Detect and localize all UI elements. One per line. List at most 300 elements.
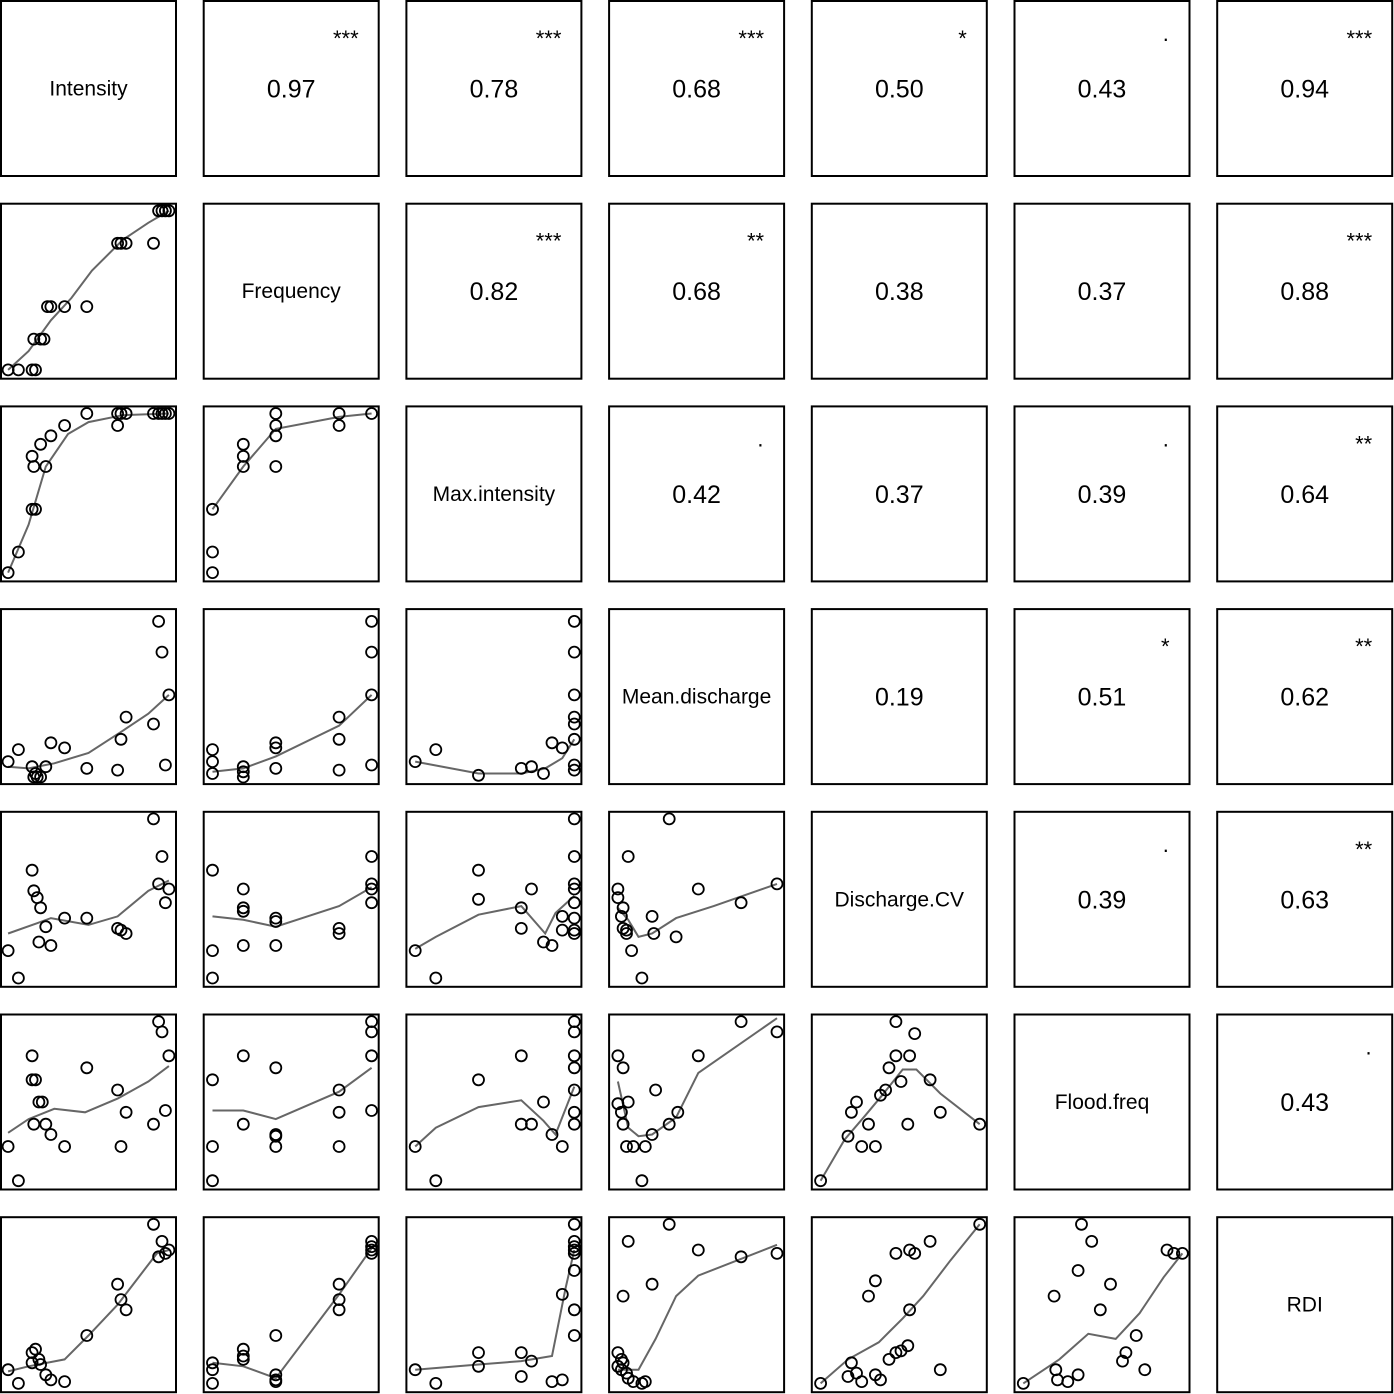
panel-frame-5-3 — [609, 1015, 784, 1190]
data-point — [623, 1236, 634, 1247]
data-point — [270, 430, 281, 441]
data-point — [238, 1050, 249, 1061]
smooth-line — [618, 1245, 777, 1370]
correlation-value: 0.68 — [672, 75, 721, 104]
data-point — [153, 616, 164, 627]
data-point — [28, 1119, 39, 1130]
data-point — [569, 719, 580, 730]
data-point — [157, 647, 168, 658]
significance-stars: · — [1162, 431, 1170, 457]
data-point — [40, 921, 51, 932]
data-point — [160, 1105, 171, 1116]
data-point — [270, 1062, 281, 1073]
data-point — [334, 765, 345, 776]
panel-frame-4-2 — [406, 812, 581, 987]
data-point — [896, 1076, 907, 1087]
data-point — [207, 1141, 218, 1152]
data-point — [693, 1050, 704, 1061]
scatter-panel-3-1 — [207, 616, 377, 783]
data-point — [59, 420, 70, 431]
panel-frame-5-4 — [812, 1015, 987, 1190]
panel-frame-6-1 — [204, 1217, 379, 1392]
significance-stars: *** — [535, 26, 562, 51]
data-point — [59, 1376, 70, 1387]
correlation-value: 0.97 — [266, 75, 316, 104]
data-point — [569, 1050, 580, 1061]
data-point — [148, 719, 159, 730]
variable-label: Mean.discharge — [621, 685, 772, 709]
data-point — [112, 420, 123, 431]
data-point — [35, 439, 46, 450]
significance-stars: *** — [1346, 228, 1373, 254]
data-point — [430, 1378, 441, 1389]
data-point — [569, 1062, 580, 1073]
scatter-panel-3-2 — [410, 616, 580, 781]
data-point — [153, 1016, 164, 1027]
data-point — [366, 647, 377, 658]
data-point — [846, 1357, 857, 1368]
panel-frame-6-2 — [406, 1217, 581, 1392]
panel-frame-2-1 — [204, 406, 379, 581]
data-point — [647, 1279, 658, 1290]
data-point — [40, 1119, 51, 1130]
significance-stars: · — [1364, 1039, 1373, 1065]
data-point — [736, 1016, 747, 1027]
data-point — [270, 461, 281, 472]
data-point — [59, 913, 70, 924]
data-point — [1073, 1265, 1084, 1276]
data-point — [148, 813, 159, 824]
data-point — [45, 940, 56, 951]
scatter-panel-2-0 — [3, 408, 175, 578]
data-point — [1162, 1245, 1173, 1256]
data-point — [1139, 1364, 1150, 1375]
variable-label: Flood.freq — [1054, 1091, 1150, 1114]
data-point — [121, 1107, 132, 1118]
data-point — [890, 1016, 901, 1027]
correlation-value: 0.50 — [874, 75, 924, 104]
data-point — [81, 1330, 92, 1341]
data-point — [207, 768, 218, 779]
data-point — [3, 1141, 14, 1152]
panel-frame-5-1 — [204, 1015, 379, 1190]
data-point — [121, 712, 132, 723]
scatter-panel-4-0 — [3, 813, 175, 983]
scatter-panel-5-4 — [815, 1016, 985, 1186]
data-point — [626, 945, 637, 956]
significance-stars: *** — [333, 26, 359, 51]
scatter-panel-5-3 — [612, 1016, 782, 1186]
data-point — [569, 1026, 580, 1037]
data-point — [207, 945, 218, 956]
panel-frame-5-2 — [406, 1015, 581, 1190]
smooth-line — [213, 1068, 372, 1119]
scatter-panel-1-0 — [3, 205, 175, 375]
significance-stars: · — [1162, 26, 1170, 51]
data-point — [270, 940, 281, 951]
data-point — [3, 945, 14, 956]
data-point — [935, 1364, 946, 1375]
scatter-panel-5-2 — [410, 1016, 580, 1186]
data-point — [856, 1141, 867, 1152]
significance-stars: ** — [1355, 634, 1373, 660]
correlation-value: 0.37 — [874, 480, 924, 509]
data-point — [270, 1141, 281, 1152]
data-point — [334, 420, 345, 431]
data-point — [33, 937, 44, 948]
smooth-line — [213, 1248, 372, 1378]
data-point — [473, 1074, 484, 1085]
data-point — [207, 547, 218, 558]
data-point — [473, 770, 484, 781]
data-point — [81, 301, 92, 312]
scatter-panel-4-2 — [410, 813, 580, 983]
data-point — [366, 897, 377, 908]
variable-label: Discharge.CV — [834, 888, 965, 912]
data-point — [870, 1275, 881, 1286]
data-point — [890, 1248, 901, 1259]
data-point — [207, 1175, 218, 1186]
data-point — [366, 1026, 377, 1037]
panel-frame-5-0 — [1, 1015, 176, 1190]
data-point — [207, 744, 218, 755]
data-point — [569, 1330, 580, 1341]
data-point — [904, 1050, 915, 1061]
data-point — [81, 763, 92, 774]
data-point — [569, 897, 580, 908]
data-point — [1052, 1374, 1063, 1385]
data-point — [334, 734, 345, 745]
data-point — [569, 616, 580, 627]
data-point — [569, 1219, 580, 1230]
data-point — [473, 894, 484, 905]
data-point — [59, 742, 70, 753]
data-point — [430, 1175, 441, 1186]
correlation-value: 0.51 — [1077, 683, 1127, 712]
data-point — [569, 913, 580, 924]
data-point — [270, 408, 281, 419]
data-point — [238, 884, 249, 895]
significance-stars: * — [958, 26, 967, 51]
data-point — [157, 851, 168, 862]
data-point — [112, 1085, 123, 1096]
data-point — [410, 945, 421, 956]
data-point — [473, 865, 484, 876]
significance-stars: *** — [535, 228, 562, 254]
significance-stars: *** — [738, 26, 765, 51]
scatter-panel-6-0 — [3, 1219, 175, 1389]
data-point — [207, 567, 218, 578]
data-point — [636, 973, 647, 984]
data-point — [13, 744, 24, 755]
data-point — [163, 1050, 174, 1061]
variable-label: Frequency — [241, 280, 341, 304]
data-point — [334, 1279, 345, 1290]
data-point — [772, 1026, 783, 1037]
data-point — [148, 238, 159, 249]
data-point — [270, 763, 281, 774]
data-point — [28, 885, 39, 896]
data-point — [909, 1028, 920, 1039]
data-point — [334, 712, 345, 723]
correlation-value: 0.37 — [1077, 278, 1127, 307]
data-point — [160, 760, 171, 771]
data-point — [846, 1107, 857, 1118]
data-point — [81, 408, 92, 419]
data-point — [516, 1371, 527, 1382]
data-point — [45, 430, 56, 441]
data-point — [693, 1245, 704, 1256]
correlation-value: 0.19 — [874, 683, 924, 712]
data-point — [863, 1119, 874, 1130]
data-point — [207, 1364, 218, 1375]
smooth-line — [1023, 1253, 1182, 1383]
correlation-value: 0.39 — [1077, 886, 1127, 915]
data-point — [569, 689, 580, 700]
smooth-line — [415, 1087, 574, 1147]
correlation-value: 0.38 — [874, 278, 924, 307]
data-point — [884, 1354, 895, 1365]
data-point — [81, 913, 92, 924]
data-point — [935, 1107, 946, 1118]
data-point — [45, 737, 56, 748]
smooth-line — [8, 414, 169, 573]
variable-label: RDI — [1286, 1293, 1323, 1317]
data-point — [334, 1141, 345, 1152]
data-point — [538, 1097, 549, 1108]
data-point — [27, 1050, 38, 1061]
data-point — [35, 902, 46, 913]
data-point — [1050, 1364, 1061, 1375]
data-point — [890, 1050, 901, 1061]
smooth-line — [8, 695, 169, 769]
data-point — [612, 1050, 623, 1061]
significance-stars: * — [1160, 634, 1170, 660]
correlation-value: 0.43 — [1077, 75, 1127, 104]
smooth-line — [618, 884, 777, 937]
data-point — [1062, 1376, 1073, 1387]
data-point — [238, 1119, 249, 1130]
data-point — [270, 1330, 281, 1341]
smooth-line — [415, 1250, 574, 1370]
data-point — [870, 1141, 881, 1152]
variable-label: Intensity — [49, 77, 128, 101]
smooth-line — [8, 881, 169, 934]
scatter-panel-2-1 — [207, 408, 377, 578]
significance-stars: ** — [1355, 836, 1373, 862]
data-point — [473, 1361, 484, 1372]
data-point — [618, 1291, 629, 1302]
data-point — [13, 973, 24, 984]
significance-stars: · — [756, 431, 765, 457]
smooth-line — [821, 1224, 980, 1383]
panel-frame-6-4 — [812, 1217, 987, 1392]
data-point — [1049, 1291, 1060, 1302]
data-point — [640, 1141, 651, 1152]
scatter-panel-5-0 — [3, 1016, 175, 1186]
scatter-panel-5-1 — [207, 1016, 377, 1186]
data-point — [851, 1097, 862, 1108]
data-point — [366, 851, 377, 862]
data-point — [664, 1219, 675, 1230]
data-point — [1076, 1219, 1087, 1230]
scatter-panel-4-3 — [612, 813, 782, 983]
scatter-panel-6-3 — [612, 1219, 782, 1389]
data-point — [547, 737, 558, 748]
data-point — [366, 1016, 377, 1027]
data-point — [13, 1175, 24, 1186]
scatter-panel-4-1 — [207, 851, 377, 984]
data-point — [557, 925, 568, 936]
scatter-panel-6-2 — [410, 1219, 580, 1389]
data-point — [1105, 1279, 1116, 1290]
data-point — [59, 1141, 70, 1152]
correlation-value: 0.62 — [1280, 683, 1330, 712]
data-point — [569, 1016, 580, 1027]
data-point — [569, 813, 580, 824]
data-point — [238, 439, 249, 450]
data-point — [516, 1050, 527, 1061]
data-point — [569, 647, 580, 658]
data-point — [647, 911, 658, 922]
panel-frame-3-0 — [1, 609, 176, 784]
data-point — [612, 1347, 623, 1358]
data-point — [366, 1105, 377, 1116]
significance-stars: ** — [746, 228, 765, 254]
data-point — [516, 763, 527, 774]
data-point — [1086, 1236, 1097, 1247]
correlation-value: 0.39 — [1077, 480, 1127, 509]
data-point — [623, 851, 634, 862]
data-point — [163, 884, 174, 895]
data-point — [693, 884, 704, 895]
data-point — [636, 1175, 647, 1186]
data-point — [207, 756, 218, 767]
data-point — [157, 1026, 168, 1037]
data-point — [81, 1062, 92, 1073]
data-point — [569, 1107, 580, 1118]
data-point — [736, 897, 747, 908]
data-point — [557, 1141, 568, 1152]
data-point — [366, 1050, 377, 1061]
data-point — [569, 1085, 580, 1096]
panel-frame-4-3 — [609, 812, 784, 987]
data-point — [671, 931, 682, 942]
data-point — [640, 1376, 651, 1387]
data-point — [557, 1374, 568, 1385]
scatter-panel-6-5 — [1018, 1219, 1188, 1389]
data-point — [526, 884, 537, 895]
panel-frame-6-3 — [609, 1217, 784, 1392]
significance-stars: · — [1162, 836, 1170, 862]
data-point — [856, 1376, 867, 1387]
data-point — [618, 1062, 629, 1073]
data-point — [628, 1141, 639, 1152]
data-point — [148, 1119, 159, 1130]
data-point — [430, 973, 441, 984]
data-point — [569, 1304, 580, 1315]
correlation-value: 0.42 — [672, 480, 721, 509]
data-point — [207, 1074, 218, 1085]
data-point — [112, 1279, 123, 1290]
data-point — [1095, 1304, 1106, 1315]
variable-label: Max.intensity — [432, 482, 556, 506]
data-point — [207, 865, 218, 876]
smooth-line — [213, 414, 372, 510]
data-point — [557, 911, 568, 922]
correlation-value: 0.64 — [1280, 480, 1330, 509]
panel-frame-3-2 — [406, 609, 581, 784]
data-point — [160, 897, 171, 908]
data-point — [884, 1062, 895, 1073]
significance-stars: *** — [1346, 26, 1373, 51]
correlation-value: 0.68 — [672, 278, 721, 307]
data-point — [526, 1356, 537, 1367]
data-point — [557, 742, 568, 753]
panel-frame-4-0 — [1, 812, 176, 987]
data-point — [925, 1236, 936, 1247]
data-point — [430, 744, 441, 755]
data-point — [473, 1347, 484, 1358]
data-point — [863, 1291, 874, 1302]
data-point — [547, 1376, 558, 1387]
data-point — [27, 865, 38, 876]
smooth-line — [618, 1018, 777, 1136]
data-point — [557, 1289, 568, 1300]
data-point — [516, 923, 527, 934]
data-point — [366, 760, 377, 771]
correlation-value: 0.78 — [469, 75, 519, 104]
data-point — [207, 973, 218, 984]
correlation-value: 0.94 — [1280, 75, 1330, 104]
data-point — [569, 1119, 580, 1130]
data-point — [27, 451, 38, 462]
data-point — [148, 1219, 159, 1230]
panel-frame-3-1 — [204, 609, 379, 784]
data-point — [28, 461, 39, 472]
data-point — [1073, 1369, 1084, 1380]
data-point — [1131, 1330, 1142, 1341]
correlation-value: 0.88 — [1280, 278, 1330, 307]
data-point — [516, 1347, 527, 1358]
significance-stars: ** — [1355, 431, 1373, 457]
correlation-value: 0.63 — [1280, 886, 1330, 915]
scatter-panel-6-4 — [815, 1219, 985, 1389]
data-point — [902, 1119, 913, 1130]
smooth-line — [213, 887, 372, 926]
data-point — [650, 1085, 661, 1096]
correlation-value: 0.43 — [1280, 1089, 1330, 1117]
correlation-value: 0.82 — [469, 278, 519, 307]
data-point — [664, 813, 675, 824]
data-point — [116, 1141, 127, 1152]
data-point — [238, 940, 249, 951]
data-point — [13, 364, 24, 375]
data-point — [772, 1248, 783, 1259]
scatter-panel-6-1 — [207, 1236, 377, 1389]
scatter-panel-3-0 — [3, 616, 175, 783]
data-point — [45, 1129, 56, 1140]
data-point — [207, 1378, 218, 1389]
data-point — [623, 1097, 634, 1108]
data-point — [3, 756, 14, 767]
data-point — [366, 616, 377, 627]
data-point — [334, 1107, 345, 1118]
data-point — [112, 765, 123, 776]
smooth-line — [213, 695, 372, 772]
data-point — [121, 1304, 132, 1315]
data-point — [13, 1378, 24, 1389]
